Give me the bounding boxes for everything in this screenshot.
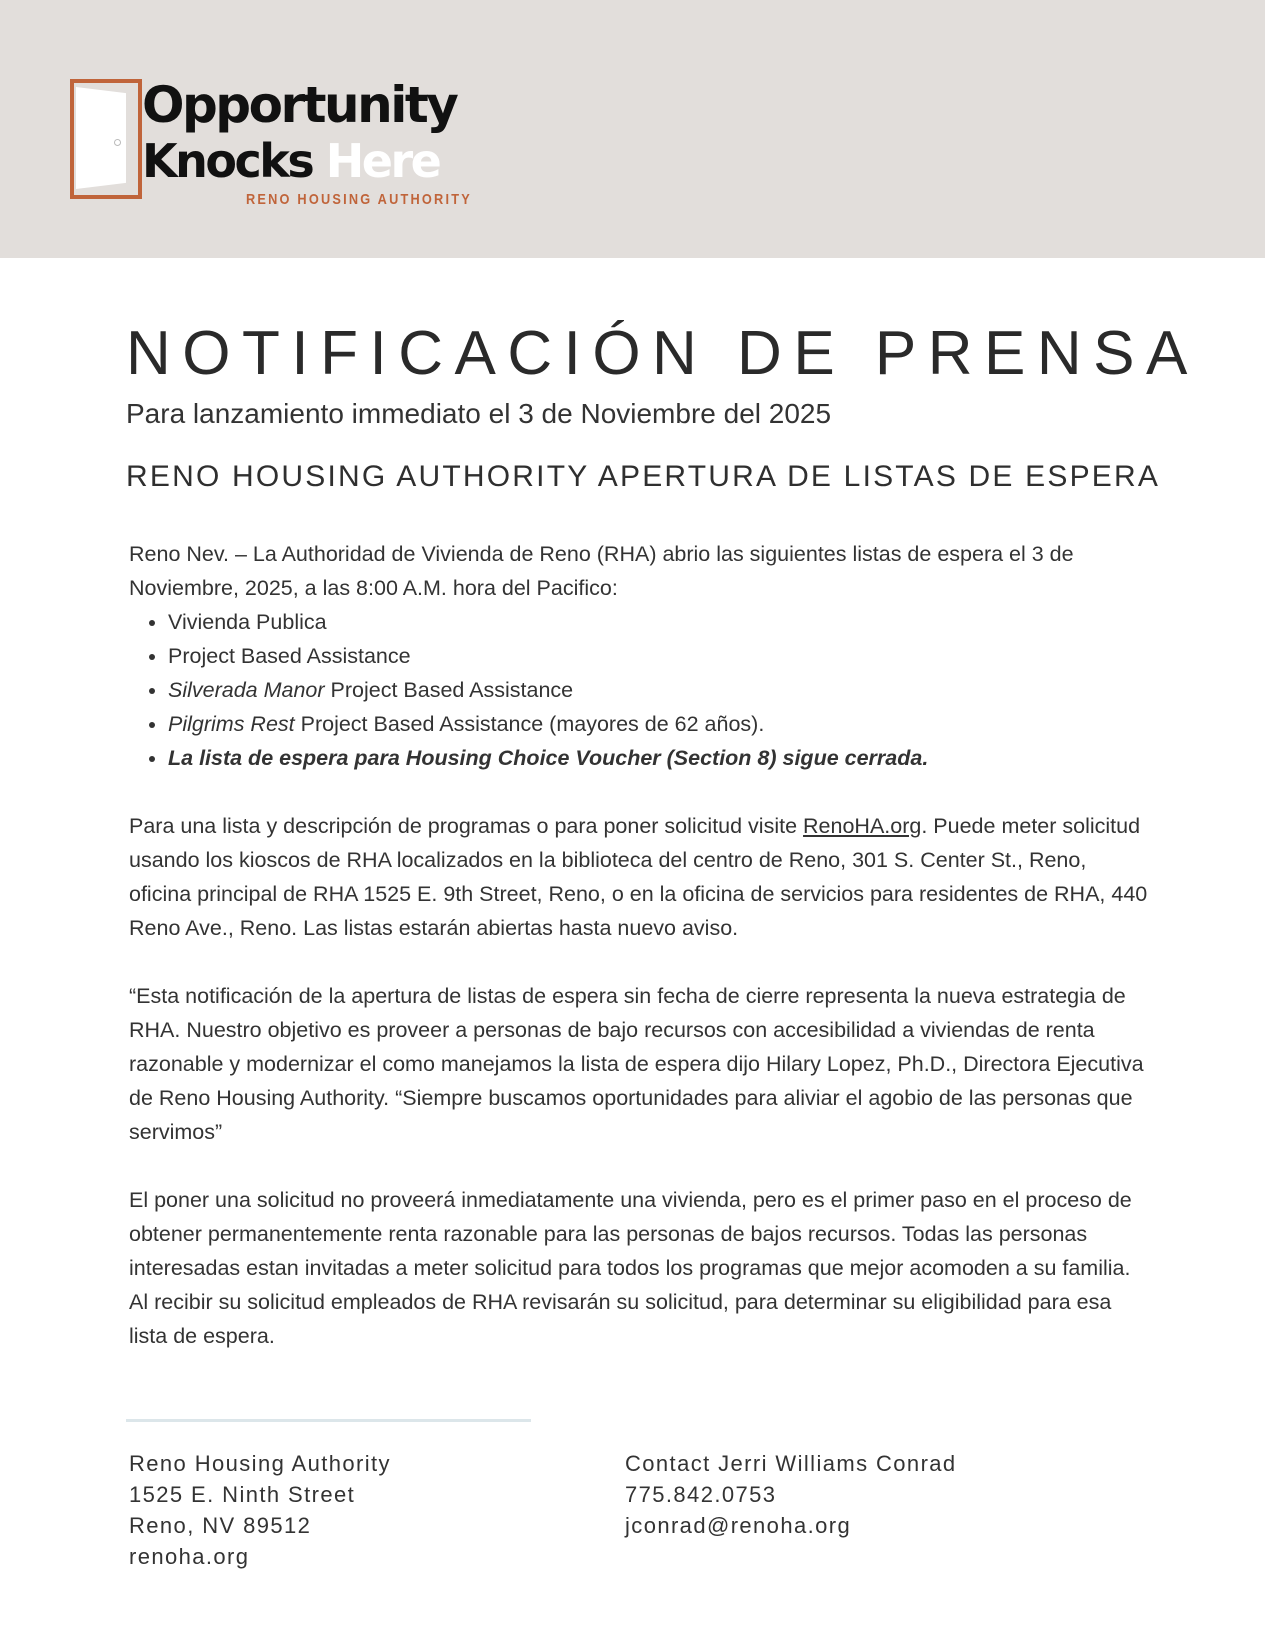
- release-date: Para lanzamiento immediato el 3 de Noviembre del 2025: [126, 398, 832, 429]
- intro-paragraph: Reno Nev. – La Authoridad de Vivienda de Reno (RHA) abrio las siguientes listas de espera el 3 de Noviembre, 2025, a las 8:00 A.M. hora del Pacifico:: [129, 542, 1074, 600]
- waitlist-list: [129, 605, 1149, 775]
- renoha-link[interactable]: RenoHA.org: [803, 814, 922, 838]
- city-state-zip: Reno, NV 89512: [129, 1513, 312, 1538]
- footer-contact: [625, 1448, 957, 1541]
- door-logo-icon: [70, 79, 142, 199]
- logo-here: Here: [325, 134, 440, 188]
- logo-subtitle: RENO HOUSING AUTHORITY: [246, 191, 472, 208]
- logo-text-line2: [142, 134, 440, 188]
- quote-paragraph: “Esta notificación de la apertura de listas de espera sin fecha de cierre representa la nueva estrategia de RHA. Nuestro objetivo es proveer a personas de bajo recursos con accesibilidad a viviendas de renta razonable y modernizar el como manejamos la lista de espera dijo Hilary Lopez, Ph.D., Directora Ejecutiva de Reno Housing Authority. “Siempre buscamos oportunidades para aliviar el agobio de las personas que servimos”: [129, 984, 1144, 1144]
- contact-email[interactable]: jconrad@renoha.org: [625, 1513, 852, 1538]
- contact-name: Contact Jerri Williams Conrad: [625, 1451, 957, 1476]
- footer-divider: [126, 1419, 531, 1422]
- closing-paragraph: El poner una solicitud no proveerá inmediatamente una vivienda, pero es el primer paso en el proceso de obtener permanentemente renta razonable para las personas de bajos recursos. Todas las personas interesadas estan invitadas a meter solicitud para todos los programas que mejor acomoden a su familia. Al recibir su solicitud empleados de RHA revisarán su solicitud, para determinar su eligibilidad para esa lista de espera.: [129, 1188, 1132, 1348]
- logo-knocks: Knocks: [142, 134, 313, 188]
- street-address: 1525 E. Ninth Street: [129, 1482, 356, 1507]
- website-link[interactable]: renoha.org: [129, 1544, 250, 1569]
- list-item: • Project Based Assistance: [168, 639, 1149, 673]
- org-name: Reno Housing Authority: [129, 1451, 391, 1476]
- header-banner: [0, 0, 1265, 258]
- list-item: • Silverada Manor Project Based Assistance: [168, 673, 1149, 707]
- headline: RENO HOUSING AUTHORITY APERTURA DE LISTAS DE ESPERA: [126, 460, 1161, 493]
- body-text: [129, 537, 1149, 1353]
- logo-text-line1: Opportunity: [142, 76, 457, 134]
- contact-phone: 775.842.0753: [625, 1482, 777, 1507]
- footer-address: [129, 1448, 391, 1572]
- list-item: • Vivienda Publica: [168, 605, 1149, 639]
- list-item-section8: • La lista de espera para Housing Choice Voucher (Section 8) sigue cerrada.: [168, 741, 1149, 775]
- list-item: • Pilgrims Rest Project Based Assistance (mayores de 62 años).: [168, 707, 1149, 741]
- application-paragraph: Para una lista y descripción de programas o para poner solicitud visite RenoHA.org. Puede meter solicitud usando los kioscos de RHA localizados en la biblioteca del centro de Reno, 301 S. Center St., Reno, oficina principal de RHA 1525 E. 9th Street, Reno, o en la oficina de servicios para residentes de RHA, 440 Reno Ave., Reno. Las listas estarán abiertas hasta nuevo aviso.: [129, 814, 1148, 940]
- page-title: NOTIFICACIÓN DE PRENSA: [126, 319, 1199, 388]
